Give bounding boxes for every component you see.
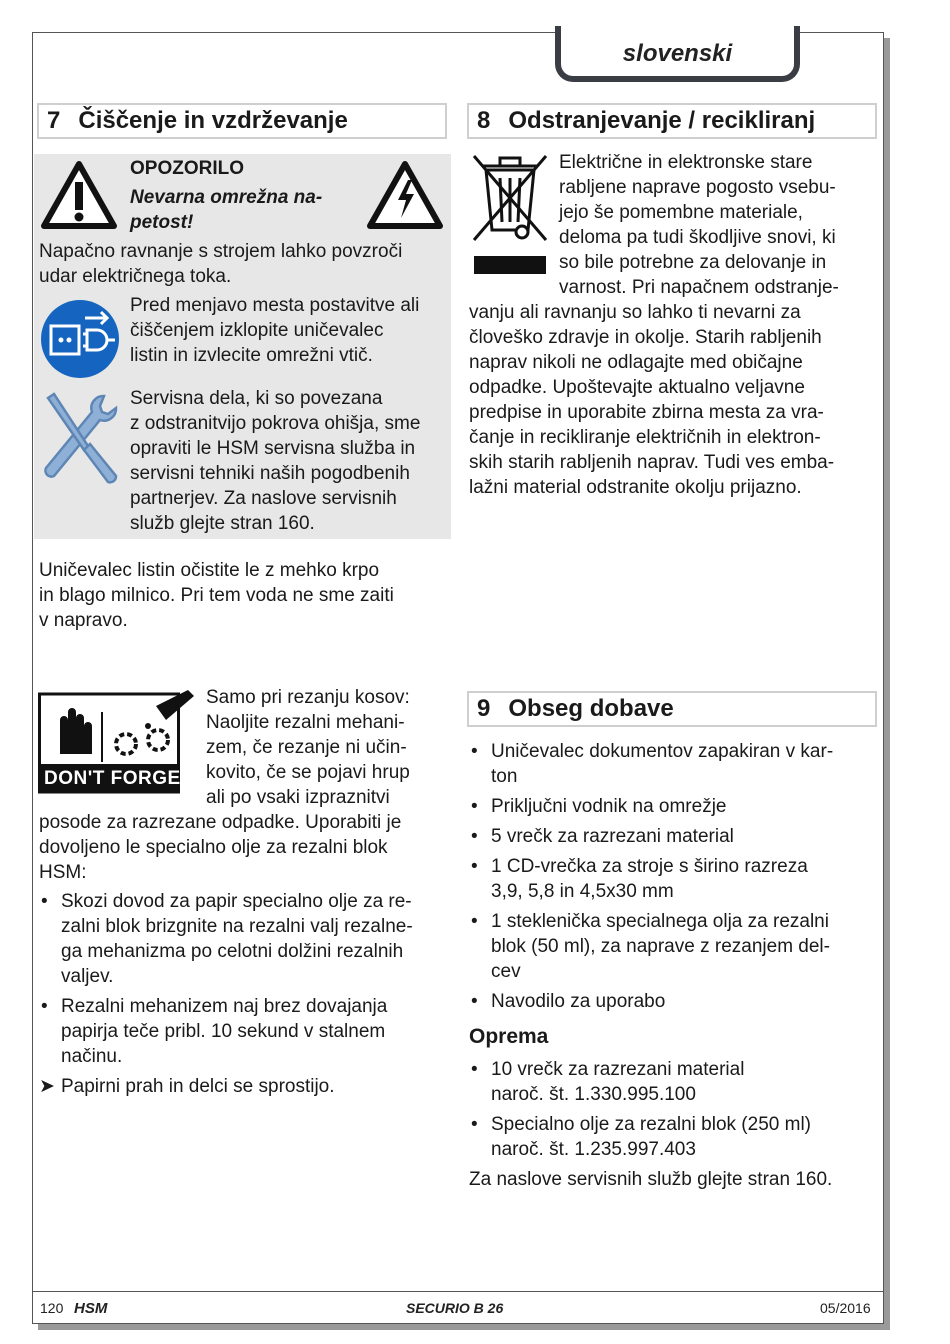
section-8-number: 8 bbox=[477, 107, 491, 134]
hazard-line-1: Nevarna omrežna na- bbox=[130, 187, 323, 208]
crossed-bin-icon bbox=[470, 152, 550, 274]
cleaning-line: Uničevalec listin očistite le z mehko krpo bbox=[39, 560, 380, 581]
section-7-title: Čiščenje in vzdrževanje bbox=[78, 107, 348, 134]
service-line: služb glejte stran 160. bbox=[130, 513, 315, 534]
step-line: • Skozi dovod za papir specialno olje za re- bbox=[61, 891, 412, 912]
disposal-line: človeško zdravje in okolje. Starih rabljenih bbox=[469, 327, 822, 348]
item-line: 3,9, 5,8 in 4,5x30 mm bbox=[491, 881, 674, 902]
language-tab: slovenski bbox=[555, 26, 800, 82]
list-item bbox=[39, 889, 449, 989]
disposal-line: vanju ali ravnanju so lahko ti nevarni za bbox=[469, 302, 801, 323]
disposal-line: skih starih rabljenih naprav. Tudi ves emba- bbox=[469, 452, 835, 473]
oil-line: kovito, če se pojavi hrup bbox=[206, 762, 410, 783]
hazard-line-2: petost! bbox=[130, 212, 194, 233]
section-9-number: 9 bbox=[477, 695, 491, 722]
item-line: blok (50 ml), za naprave z rezanjem del- bbox=[491, 936, 830, 957]
section-7-heading bbox=[37, 103, 447, 139]
oil-instruction bbox=[206, 685, 410, 810]
list-item bbox=[469, 739, 874, 789]
item-line: • Uničevalec dokumentov zapakiran v kar- bbox=[491, 741, 834, 762]
item-line: • 5 vrečk za razrezani material bbox=[491, 826, 734, 847]
disposal-line: jejo še pomembne materiale, bbox=[559, 202, 803, 223]
delivery-list bbox=[469, 739, 874, 1014]
cleaning-line: v napravo. bbox=[39, 610, 128, 631]
disposal-line: čanje in recikliranje električnih in elektron- bbox=[469, 427, 821, 448]
disposal-line: Električne in elektronske stare bbox=[559, 152, 813, 173]
service-line: servisni tehniki naših pogodbenih bbox=[130, 463, 410, 484]
service-line: partnerjev. Za naslove servisnih bbox=[130, 488, 397, 509]
disposal-line: lažni material odstranite okolju prijazno. bbox=[469, 477, 802, 498]
list-item bbox=[469, 909, 874, 984]
item-line: • Navodilo za uporabo bbox=[491, 991, 666, 1012]
edition-date: 05/2016 bbox=[820, 1300, 871, 1316]
list-item bbox=[39, 994, 449, 1069]
item-line: • 1 stekleničkа specialnega olja za rezalni bbox=[491, 911, 829, 932]
oil-continued bbox=[39, 810, 449, 1099]
disposal-line: naprav nikoli ne odlagajte med običajne bbox=[469, 352, 803, 373]
disposal-text-body bbox=[469, 300, 834, 500]
disposal-text-intro bbox=[559, 150, 839, 300]
step-line: načinu. bbox=[61, 1046, 123, 1067]
oil-cont-line: posode za razrezane odpadke. Uporabiti je bbox=[39, 812, 402, 833]
cleaning-instruction bbox=[39, 558, 394, 633]
accessory-line: • Specialno olje za rezalni blok (250 ml) bbox=[491, 1114, 811, 1135]
oil-line: Samo pri rezanju kosov: bbox=[206, 687, 410, 708]
page-number: 120 bbox=[40, 1300, 64, 1316]
oil-line: zem, če rezanje ni učin- bbox=[206, 737, 407, 758]
accessories-title: Oprema bbox=[469, 1025, 549, 1048]
brand-logo: HSM bbox=[74, 1300, 108, 1317]
disposal-line: rabljene naprave pogosto vsebu- bbox=[559, 177, 836, 198]
oil-line: ali po vsaki izpraznitvi bbox=[206, 787, 390, 808]
cleaning-line: in blago milnico. Pri tem voda ne sme zaiti bbox=[39, 585, 394, 606]
item-line: • Priključni vodnik na omrežje bbox=[491, 796, 727, 817]
accessories-list bbox=[469, 1057, 874, 1162]
warning-triangle-icon bbox=[40, 160, 118, 230]
step-line: • Rezalni mehanizem naj brez dovajanja bbox=[61, 996, 388, 1017]
unplug-line: čiščenjem izklopite uničevalec bbox=[130, 320, 384, 341]
tools-icon bbox=[38, 390, 122, 486]
oil-steps-list bbox=[39, 889, 449, 1069]
oil-cont-line: HSM: bbox=[39, 862, 87, 883]
disposal-line: deloma pa tudi škodljive snovi, ki bbox=[559, 227, 836, 248]
item-line: • 1 CD-vrečka za stroje s širino razreza bbox=[491, 856, 808, 877]
disposal-line: so bile potrebne za delovanje in bbox=[559, 252, 827, 273]
accessory-line: naroč. št. 1.330.995.100 bbox=[491, 1084, 696, 1105]
step-line: zalni blok brizgnite na rezalni valj rezalne- bbox=[61, 916, 413, 937]
warning-text-line: Napačno ravnanje s strojem lahko povzroči bbox=[39, 241, 403, 262]
disposal-line: predpise in uporabite zbirna mesta za vra- bbox=[469, 402, 824, 423]
service-line: opraviti le HSM servisna služba in bbox=[130, 438, 416, 459]
step-line: valjev. bbox=[61, 966, 114, 987]
list-item bbox=[469, 824, 874, 849]
list-item bbox=[469, 989, 874, 1014]
model-name: SECURIO B 26 bbox=[406, 1300, 504, 1316]
service-line: Servisna dela, ki so povezana bbox=[130, 388, 383, 409]
accessory-line: • 10 vrečk za razrezani material bbox=[491, 1059, 745, 1080]
step-line: ga mehanizma po celotni dolžini rezalnih bbox=[61, 941, 404, 962]
list-item bbox=[469, 1112, 874, 1162]
oil-cont-line: dovoljeno le specialno olje za rezalni blok bbox=[39, 837, 388, 858]
unplug-line: listin in izvlecite omrežni vtič. bbox=[130, 345, 373, 366]
unplug-instruction bbox=[130, 293, 419, 368]
disposal-line: varnost. Pri napačnem odstranje- bbox=[559, 277, 839, 298]
electric-hazard-icon bbox=[366, 160, 444, 230]
disposal-line: odpadke. Upoštevajte aktualno veljavne bbox=[469, 377, 805, 398]
item-line: cev bbox=[491, 961, 521, 982]
section-8-heading bbox=[467, 103, 877, 139]
footer-divider bbox=[33, 1291, 883, 1292]
dont-forget-label: DON'T FORGET bbox=[44, 768, 193, 789]
section-9-heading bbox=[467, 691, 877, 727]
delivery-scope bbox=[469, 739, 874, 1192]
oil-line: Naoljite rezalni mehani- bbox=[206, 712, 405, 733]
result-text: Papirni prah in delci se sprostijo. bbox=[61, 1076, 335, 1097]
warning-text-line: udar električnega toka. bbox=[39, 266, 232, 287]
accessory-line: naroč. št. 1.235.997.403 bbox=[491, 1139, 696, 1160]
unplug-plug-icon bbox=[39, 298, 121, 380]
warning-text bbox=[39, 239, 402, 289]
unplug-line: Pred menjavo mesta postavitve ali bbox=[130, 295, 420, 316]
service-address-note: Za naslove servisnih služb glejte stran 160. bbox=[469, 1169, 833, 1190]
section-9-title: Obseg dobave bbox=[508, 695, 674, 722]
section-7-number: 7 bbox=[47, 107, 61, 134]
item-line: ton bbox=[491, 766, 518, 787]
result-line bbox=[39, 1074, 449, 1099]
list-item bbox=[469, 854, 874, 904]
step-line: papirja teče pribl. 10 sekund v stalnem bbox=[61, 1021, 386, 1042]
list-item bbox=[469, 1057, 874, 1107]
arrow-right-icon: ➤ bbox=[39, 1076, 55, 1097]
warning-label: OPOZORILO bbox=[130, 158, 244, 179]
list-item bbox=[469, 794, 874, 819]
service-note bbox=[130, 386, 420, 536]
service-line: z odstranitvijo pokrova ohišja, sme bbox=[130, 413, 421, 434]
section-8-title: Odstranjevanje / recikliranj bbox=[508, 107, 816, 134]
